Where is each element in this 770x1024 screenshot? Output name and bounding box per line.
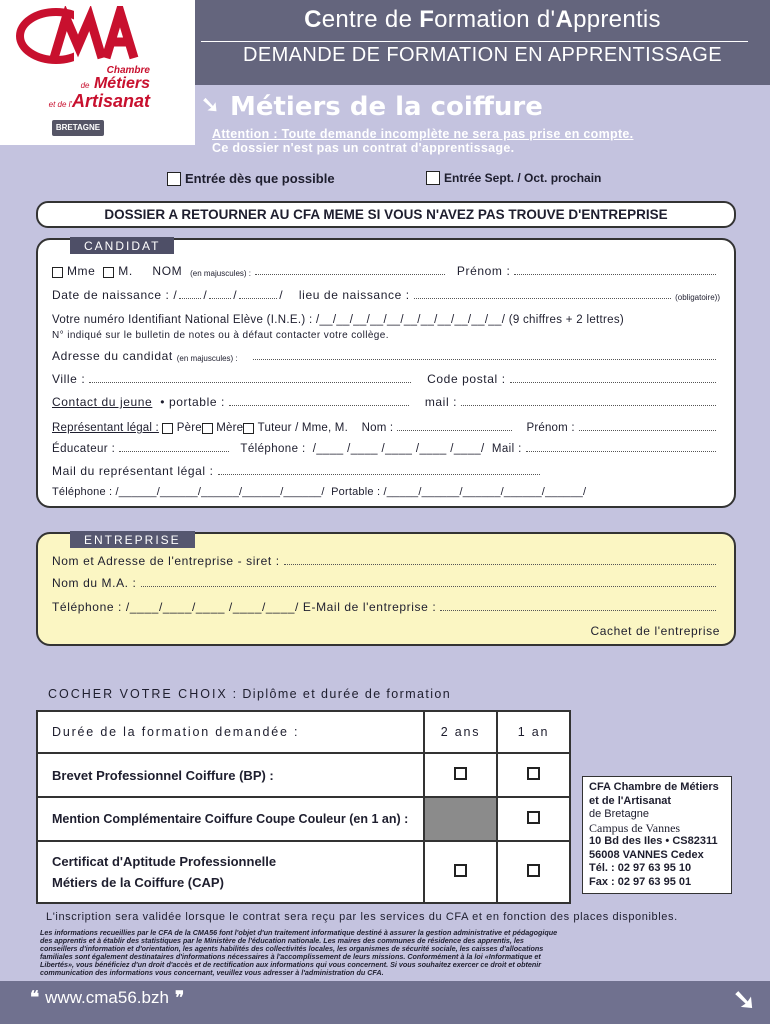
nom-field[interactable] (255, 274, 445, 275)
checkbox[interactable] (426, 171, 440, 185)
ma-field[interactable] (141, 586, 717, 587)
civility-row: Mme M. NOM (en majuscules) : Prénom : (52, 264, 720, 278)
company-row: Nom et Adresse de l'entreprise - siret : (52, 554, 720, 568)
inscription-note: L'inscription sera validée lorsque le contrat sera reçu par les services du CFA et en fonction des places disponibles. (46, 911, 678, 923)
checkbox-tuteur[interactable] (243, 423, 254, 434)
arrow-icon: ➘ (201, 92, 220, 117)
legal-mail-row: Mail du représentant légal : (52, 464, 544, 478)
section-title: Métiers de la coiffure (230, 92, 543, 122)
quote-open-icon: ❝ (30, 988, 40, 1007)
header-divider (201, 41, 748, 42)
cfa-address: CFA Chambre de Métiers et de l'Artisanat de Bretagne Campus de Vannes 10 Bd des Iles • CS82311 56008 VANNES Cedex Tél. : 02 97 63 95 10 Fax : 02 97 63 95 01 (582, 776, 732, 894)
checkbox-cap-2ans[interactable] (454, 864, 467, 877)
city-field[interactable] (89, 382, 411, 383)
checkbox-m[interactable] (103, 267, 114, 278)
table-head: Durée de la formation demandée : (37, 711, 424, 753)
checkbox-bp-2ans[interactable] (454, 767, 467, 780)
section-tag: ENTREPRISE (70, 531, 195, 548)
ma-row: Nom du M.A. : (52, 576, 720, 590)
address-field[interactable] (253, 359, 716, 360)
attention-notice: Attention : Toute demande incomplète ne sera pas prise en compte. Ce dossier n'est pas un contrat d'apprentissage. (212, 127, 634, 155)
checkbox-mme[interactable] (52, 267, 63, 278)
table-row: Mention Complémentaire Coiffure Coupe Couleur (en 1 an) : (37, 797, 570, 841)
company-contact-row: Téléphone : /____/____/____ /____/____/ E-Mail de l'entreprise : (52, 600, 720, 614)
educator-phone-field[interactable]: /____ /____ /____ /____ /____/ (312, 443, 485, 455)
disabled-cell (424, 797, 497, 841)
legal-phone-field[interactable]: Téléphone : /______/______/______/______/______/ (52, 486, 325, 498)
col-1an: 1 an (497, 711, 570, 753)
legal-mobile-field[interactable]: Portable : /_____/______/______/______/______/ (331, 486, 587, 498)
col-2ans: 2 ans (424, 711, 497, 753)
region-badge: BRETAGNE (52, 120, 104, 136)
educator-row: Éducateur : Téléphone : /____ /____ /____ /____ /____/ Mail : (52, 443, 720, 455)
page-subtitle: DEMANDE DE FORMATION EN APPRENTISSAGE (243, 44, 722, 66)
quote-close-icon: ❞ (174, 988, 185, 1007)
entreprise-section (36, 532, 736, 646)
table-row: Brevet Professionnel Coiffure (BP) : (37, 753, 570, 797)
page-title: Centre de Formation d'Apprentis (304, 6, 661, 33)
website-link[interactable]: ❝ www.cma56.bzh ❞ (30, 988, 185, 1007)
contact-row: Contact du jeune • portable : mail : (52, 395, 720, 409)
checkbox-bp-1an[interactable] (527, 767, 540, 780)
cma-logo (14, 6, 139, 64)
entry-asap-option[interactable]: Entrée dès que possible (167, 171, 335, 186)
mobile-field[interactable] (229, 405, 409, 406)
educator-field[interactable] (119, 451, 229, 452)
legal-phone-row (52, 486, 720, 498)
choice-heading: COCHER VOTRE CHOIX : Diplôme et durée de formation (48, 687, 452, 701)
checkbox-cap-1an[interactable] (527, 864, 540, 877)
return-banner: DOSSIER A RETOURNER AU CFA MEME SI VOUS N'AVEZ PAS TROUVE D'ENTREPRISE (36, 201, 736, 228)
arrow-icon: ➘ (732, 984, 756, 1015)
prenom-field[interactable] (514, 274, 716, 275)
rep-prenom-field[interactable] (579, 430, 716, 431)
section-tag: CANDIDAT (70, 237, 174, 254)
org-name: Chambre de Métiers et de l'Artisanat (48, 65, 150, 111)
mail-field[interactable] (461, 405, 716, 406)
entry-sept-option[interactable]: Entrée Sept. / Oct. prochain (426, 171, 601, 185)
ine-row[interactable]: Votre numéro Identifiant National Elève (I.N.E.) : /__/__/__/__/__/__/__/__/__/__/__/ (9 chiffres + 2 lettres) (52, 314, 625, 326)
educator-mail-field[interactable] (526, 451, 716, 452)
legal-mail-field[interactable] (218, 474, 540, 475)
company-email-field[interactable] (440, 610, 716, 611)
privacy-note: Les informations recueillies par le CFA de la CMA56 font l'objet d'un traitement informatique destiné à assurer la gestion administrative et pédagogique des apprentis et à établir des statistiques par le Ministère de l'éducation nationale. Les maires des communes de résidence des apprentis, les conseillers d'information et d'orientation, les agents habilités des collectivités locales, les organismes de sécurité sociale, les caisses d'allocations familiales sont également destinataires d'informations nécessaires à l'accomplissement de leurs missions. Conformément à la loi «Informatique et Libertés», vous bénéficiez d'un droit d'accès et de rectification aux informations qui vous concernent. Si vous souhaitez exercer ce droit et obtenir communication des informations vous concernant, veuillez vous adresser à l'administration du CFA. (40, 928, 558, 977)
legal-rep-row: Représentant légal : Père Mère Tuteur / Mme, M. Nom : Prénom : (52, 422, 720, 434)
address-row: Adresse du candidat (en majuscules) : (52, 349, 720, 363)
postal-code-field[interactable] (510, 382, 716, 383)
checkbox-mere[interactable] (202, 423, 213, 434)
birth-row: Date de naissance : / / / / lieu de naissance : (obligatoire)) (52, 288, 720, 302)
city-row: Ville : Code postal : (52, 372, 720, 386)
cachet-row: Cachet de l'entreprise (590, 624, 720, 638)
company-field[interactable] (284, 564, 716, 565)
birthplace-field[interactable] (414, 298, 671, 299)
formation-table (36, 710, 571, 904)
footer (0, 981, 770, 1024)
rep-nom-field[interactable] (397, 430, 512, 431)
ine-note: N° indiqué sur le bulletin de notes ou à défaut contacter votre collège. (52, 330, 389, 341)
header-banner (195, 0, 770, 85)
checkbox-mc-1an[interactable] (527, 811, 540, 824)
checkbox-pere[interactable] (162, 423, 173, 434)
table-row: Certificat d'Aptitude Professionnelle Métiers de la Coiffure (CAP) (37, 841, 570, 903)
checkbox[interactable] (167, 172, 181, 186)
candidat-section (36, 238, 736, 508)
